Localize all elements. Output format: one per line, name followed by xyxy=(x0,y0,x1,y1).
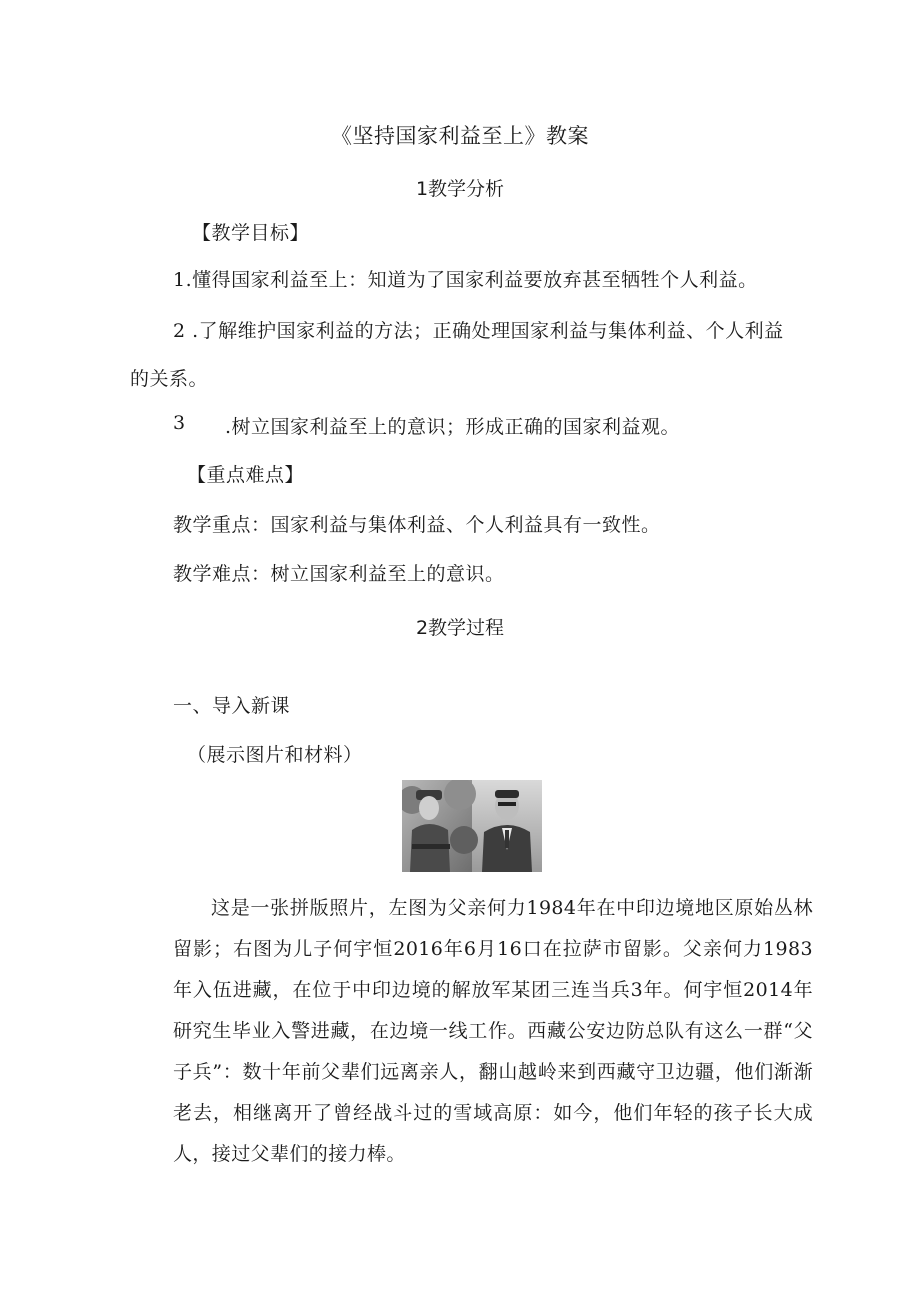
document-title: 《坚持国家利益至上》教案 xyxy=(331,124,589,148)
objective-2-line-2: 的关系。 xyxy=(130,368,209,390)
teaching-difficulty: 教学难点：树立国家利益至上的意识。 xyxy=(173,563,505,585)
section-heading-process: 2教学过程 xyxy=(415,617,505,639)
section-heading-analysis: 1教学分析 xyxy=(415,178,505,200)
objective-2-line-1: 2 .了解维护国家利益的方法；正确处理国家利益与集体利益、个人利益 xyxy=(173,320,784,342)
key-points-heading: 【重点难点】 xyxy=(187,464,305,486)
objectives-heading: 【教学目标】 xyxy=(192,222,310,244)
story-paragraph: 这是一张拼版照片，左图为父亲何力1984年在中印边境地区原始丛林留影；右图为儿子何宇恒2016年6月16口在拉萨市留影。父亲何力1983年入伍进藏，在位于中印边境的解放军某团三连当兵3年。何宇恒2014年研究生毕业入警进藏，在边境一线工作。西藏公安边防总队有这么一群“父子兵”：数十年前父辈们远离亲人，翻山越岭来到西藏守卫边疆，他们渐渐老去，相继离开了曾经战斗过的雪域高原：如今，他们年轻的孩子长大成人，接过父辈们的接力棒。 xyxy=(173,897,813,1165)
teaching-key-point: 教学重点：国家利益与集体利益、个人利益具有一致性。 xyxy=(173,514,661,536)
objective-1: 1.懂得国家利益至上：知道为了国家利益要放弃甚至牺牲个人利益。 xyxy=(173,269,758,291)
father-son-photo xyxy=(402,780,542,872)
show-materials-note: （展示图片和材料） xyxy=(187,744,363,766)
objective-3-number: 3 xyxy=(173,412,186,434)
objective-3-text: .树立国家利益至上的意识；形成正确的国家利益观。 xyxy=(225,416,681,438)
intro-heading: 一、导入新课 xyxy=(173,695,291,717)
